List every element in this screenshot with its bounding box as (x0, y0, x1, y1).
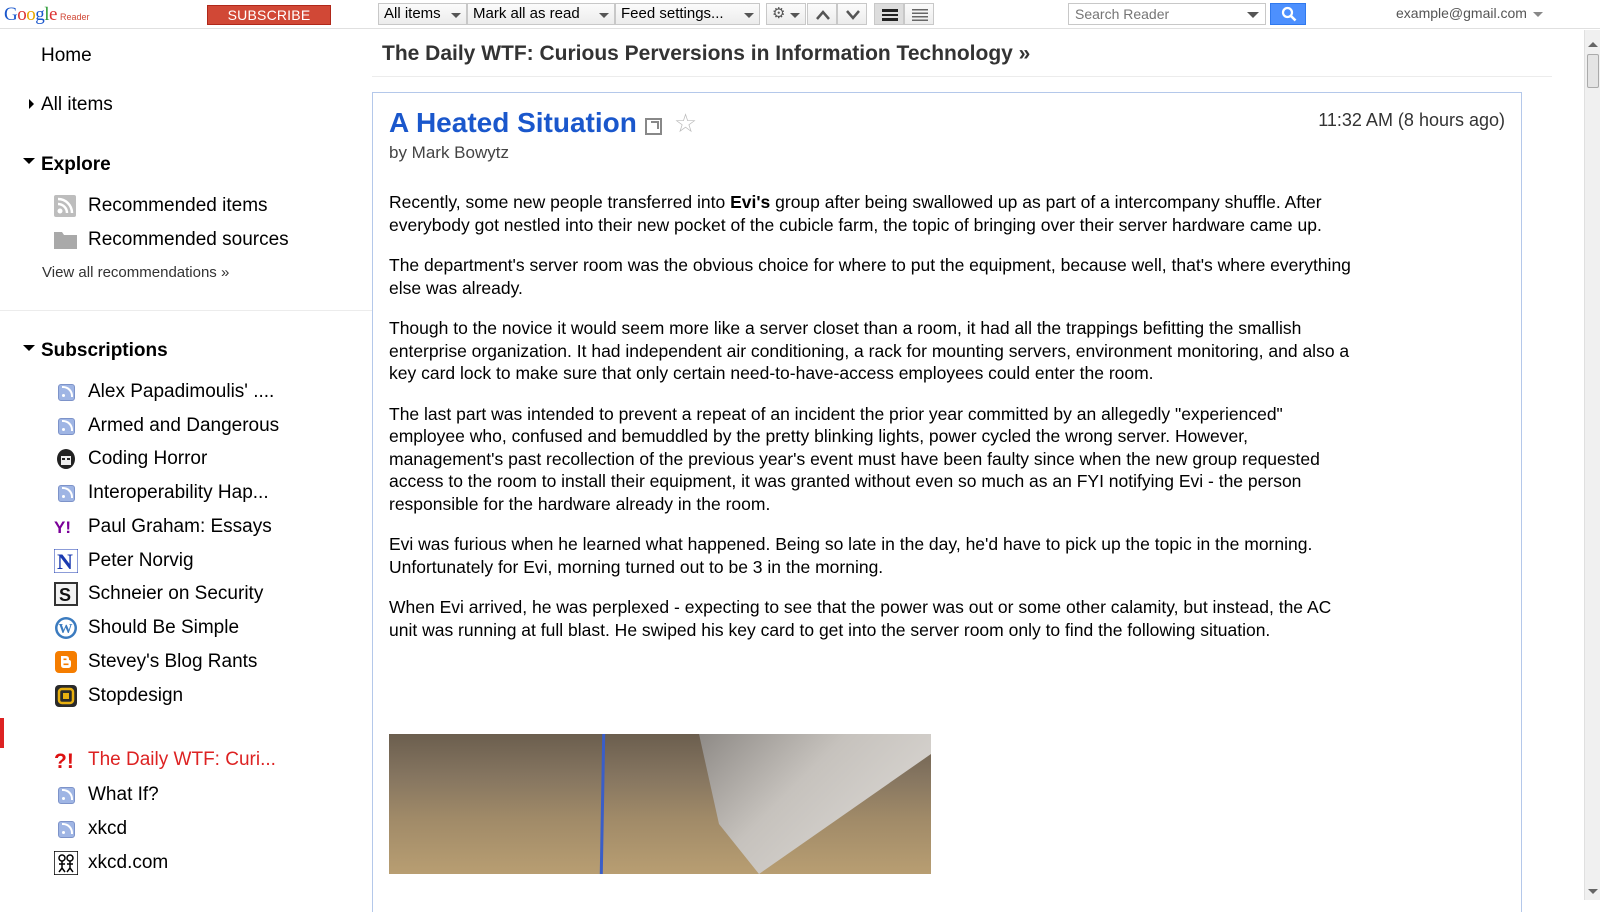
chevron-down-icon (790, 13, 800, 18)
folder-icon (54, 229, 78, 251)
schneier-icon (54, 582, 78, 606)
gear-icon: ⚙ (772, 5, 786, 22)
subscription-label: Coding Horror (88, 448, 208, 469)
subscription-item[interactable] (54, 683, 183, 709)
blue-cable (600, 734, 605, 874)
chevron-down-icon[interactable] (1247, 12, 1259, 18)
account-email: example@gmail.com (1396, 5, 1527, 21)
entry-author: by Mark Bowytz (389, 143, 509, 162)
sidebar-divider (0, 310, 372, 311)
entry-title-row (389, 107, 697, 139)
main-content (372, 30, 1582, 900)
entry-paragraph: Recently, some new people transferred into Evi's group after being swallowed up as part of a intercompany shuffle. After everybody got nestled into their new pocket of the cubicle farm, the topic of bringing over their server hardware came up. (389, 192, 1322, 235)
subscription-item[interactable] (54, 446, 207, 472)
logo-wordmark: Google (4, 4, 57, 25)
subscription-label: xkcd (88, 818, 128, 839)
coding-horror-icon (54, 447, 78, 471)
wordpress-icon (54, 616, 78, 640)
entry-title-link[interactable]: A Heated Situation (389, 107, 637, 138)
subscription-label: The Daily WTF: Curi... (88, 749, 276, 770)
collapse-arrow-icon[interactable] (23, 345, 35, 351)
view-all-recommendations-link[interactable]: View all recommendations » (42, 264, 230, 281)
collapse-arrow-icon[interactable] (23, 158, 35, 164)
chevron-down-icon (744, 13, 754, 18)
vertical-scrollbar[interactable] (1584, 30, 1600, 900)
subscription-item[interactable] (54, 581, 263, 607)
search-icon (1281, 6, 1297, 22)
subscription-item[interactable] (54, 649, 257, 675)
sidebar-item-home[interactable]: Home (41, 45, 92, 66)
subscription-label: What If? (88, 784, 159, 805)
subscribe-button[interactable]: SUBSCRIBE (207, 5, 331, 25)
svg-text:Y!: Y! (54, 518, 71, 537)
subscription-label: Paul Graham: Essays (88, 516, 272, 537)
scroll-thumb[interactable] (1587, 54, 1599, 88)
entry-photo (389, 734, 931, 874)
subscription-label: Schneier on Security (88, 583, 264, 604)
chevron-down-icon (845, 8, 861, 22)
chevron-down-icon (599, 13, 609, 18)
rss-icon (54, 783, 78, 807)
bold-name: Evi's (730, 192, 771, 212)
sidebar-item-recommended-sources[interactable] (54, 227, 289, 253)
search-box[interactable] (1068, 3, 1266, 25)
gear-menu-button[interactable] (766, 3, 806, 25)
sidebar-item-all-items[interactable]: All items (41, 94, 113, 115)
subscription-item[interactable] (54, 413, 279, 439)
feed-settings-label: Feed settings... (621, 5, 724, 22)
subscription-item-selected[interactable] (54, 747, 276, 773)
search-button[interactable] (1270, 3, 1306, 25)
scroll-down-arrow-icon[interactable] (1588, 889, 1598, 894)
expanded-view-icon (882, 8, 898, 22)
subscription-label: Interoperability Hap... (88, 482, 269, 503)
subscription-item[interactable] (54, 850, 168, 876)
expanded-view-button[interactable] (874, 3, 904, 25)
all-items-dropdown[interactable] (378, 3, 467, 25)
subscription-label: Alex Papadimoulis' .... (88, 381, 275, 402)
scroll-up-arrow-icon[interactable] (1588, 42, 1598, 47)
feed-title-divider (372, 76, 1552, 77)
rss-icon (54, 414, 78, 438)
google-reader-logo[interactable] (4, 2, 89, 26)
subscription-label: Stevey's Blog Rants (88, 651, 258, 672)
rss-icon (54, 817, 78, 841)
all-items-dropdown-label: All items (384, 5, 441, 22)
chevron-down-icon (1533, 12, 1543, 17)
subscription-item[interactable] (54, 782, 159, 808)
sidebar-item-label: Recommended sources (88, 229, 289, 250)
star-icon[interactable]: ☆ (673, 107, 698, 138)
subscriptions-heading[interactable]: Subscriptions (41, 340, 168, 361)
feed-settings-dropdown[interactable] (615, 3, 760, 25)
search-input[interactable] (1069, 4, 1234, 24)
previous-item-button[interactable] (807, 3, 837, 25)
feed-title-link[interactable]: The Daily WTF: Curious Perversions in Information Technology » (382, 42, 1031, 65)
entry-paragraph: Though to the novice it would seem more like a server closet than a room, it had all the trappings befitting the smallish enterprise organization. It had independent air conditioning, a rack for mounting servers, environment monitoring, and also a key card lock to make sure that only certain need-to-have-access employees could enter the room. (389, 318, 1350, 383)
top-toolbar (0, 0, 1600, 29)
stopdesign-icon (54, 684, 78, 708)
open-original-icon[interactable] (645, 118, 662, 135)
subscription-item[interactable] (54, 379, 274, 405)
subscription-label: Peter Norvig (88, 550, 194, 571)
subscription-item[interactable] (54, 548, 194, 574)
next-item-button[interactable] (837, 3, 867, 25)
mark-all-as-read-label: Mark all as read (473, 5, 580, 22)
subscription-label: Armed and Dangerous (88, 415, 280, 436)
yahoo-icon (54, 515, 78, 539)
entry-paragraph: When Evi arrived, he was perplexed - expecting to see that the power was out or some other calamity, but instead, the AC unit was running at full blast. He swiped his key card to get into the server room only to find the following situation. (389, 597, 1332, 640)
chevron-down-icon (451, 13, 461, 18)
norvig-icon (54, 549, 78, 573)
subscription-item[interactable] (54, 615, 239, 641)
list-view-icon (912, 8, 928, 22)
mark-all-as-read-button[interactable] (467, 3, 615, 25)
subscription-item[interactable] (54, 816, 127, 842)
subscription-label: Should Be Simple (88, 617, 240, 638)
rss-icon (54, 481, 78, 505)
entry-card[interactable] (372, 92, 1522, 912)
sidebar-item-recommended-items[interactable] (54, 193, 268, 219)
svg-text:S: S (59, 585, 72, 605)
entry-body (389, 191, 1361, 659)
dailywtf-icon (54, 748, 78, 772)
rss-icon (54, 380, 78, 404)
svg-text:W: W (58, 622, 73, 637)
selected-subscription-marker (0, 718, 4, 748)
expand-arrow-icon[interactable] (29, 99, 34, 109)
svg-text:N: N (57, 549, 73, 573)
entry-timestamp: 11:32 AM (8 hours ago) (1318, 110, 1505, 130)
server-room-wall (699, 734, 931, 874)
subscription-label: Stopdesign (88, 685, 184, 706)
rss-feed-icon (54, 195, 78, 217)
entry-paragraph: The department's server room was the obvious choice for where to put the equipment, because well, that's where everything else was already. (389, 255, 1351, 298)
chevron-up-icon (815, 8, 831, 22)
sidebar-item-label: Recommended items (88, 195, 268, 216)
list-view-button[interactable] (904, 3, 934, 25)
account-menu[interactable] (1396, 5, 1543, 21)
entry-paragraph: Evi was furious when he learned what happened. Being so late in the day, he'd have to pick up the topic in the morning. Unfortunately for Evi, morning turned out to be 3 in the morning. (389, 534, 1313, 577)
entry-paragraph: The last part was intended to prevent a repeat of an incident the prior year committed by an allegedly "experienced" employee who, confused and bemuddled by the pretty blinking lights, power cycled the wrong server. However, management's past recollection of the previous year's event must have been faulty since when the new group requested access to the room to install their equipment, it was granted without even so much as an FYI notifying Evi - the person responsible for the hardware already in the room. (389, 403, 1320, 514)
subscription-item[interactable] (54, 514, 272, 540)
xkcd-icon (54, 851, 78, 875)
subscription-item[interactable] (54, 480, 269, 506)
subscription-label: xkcd.com (88, 852, 169, 873)
explore-heading[interactable]: Explore (41, 154, 111, 175)
logo-product-name: Reader (59, 12, 90, 22)
sidebar (0, 30, 372, 900)
svg-text:?!: ?! (54, 750, 74, 772)
blogger-icon (54, 650, 78, 674)
